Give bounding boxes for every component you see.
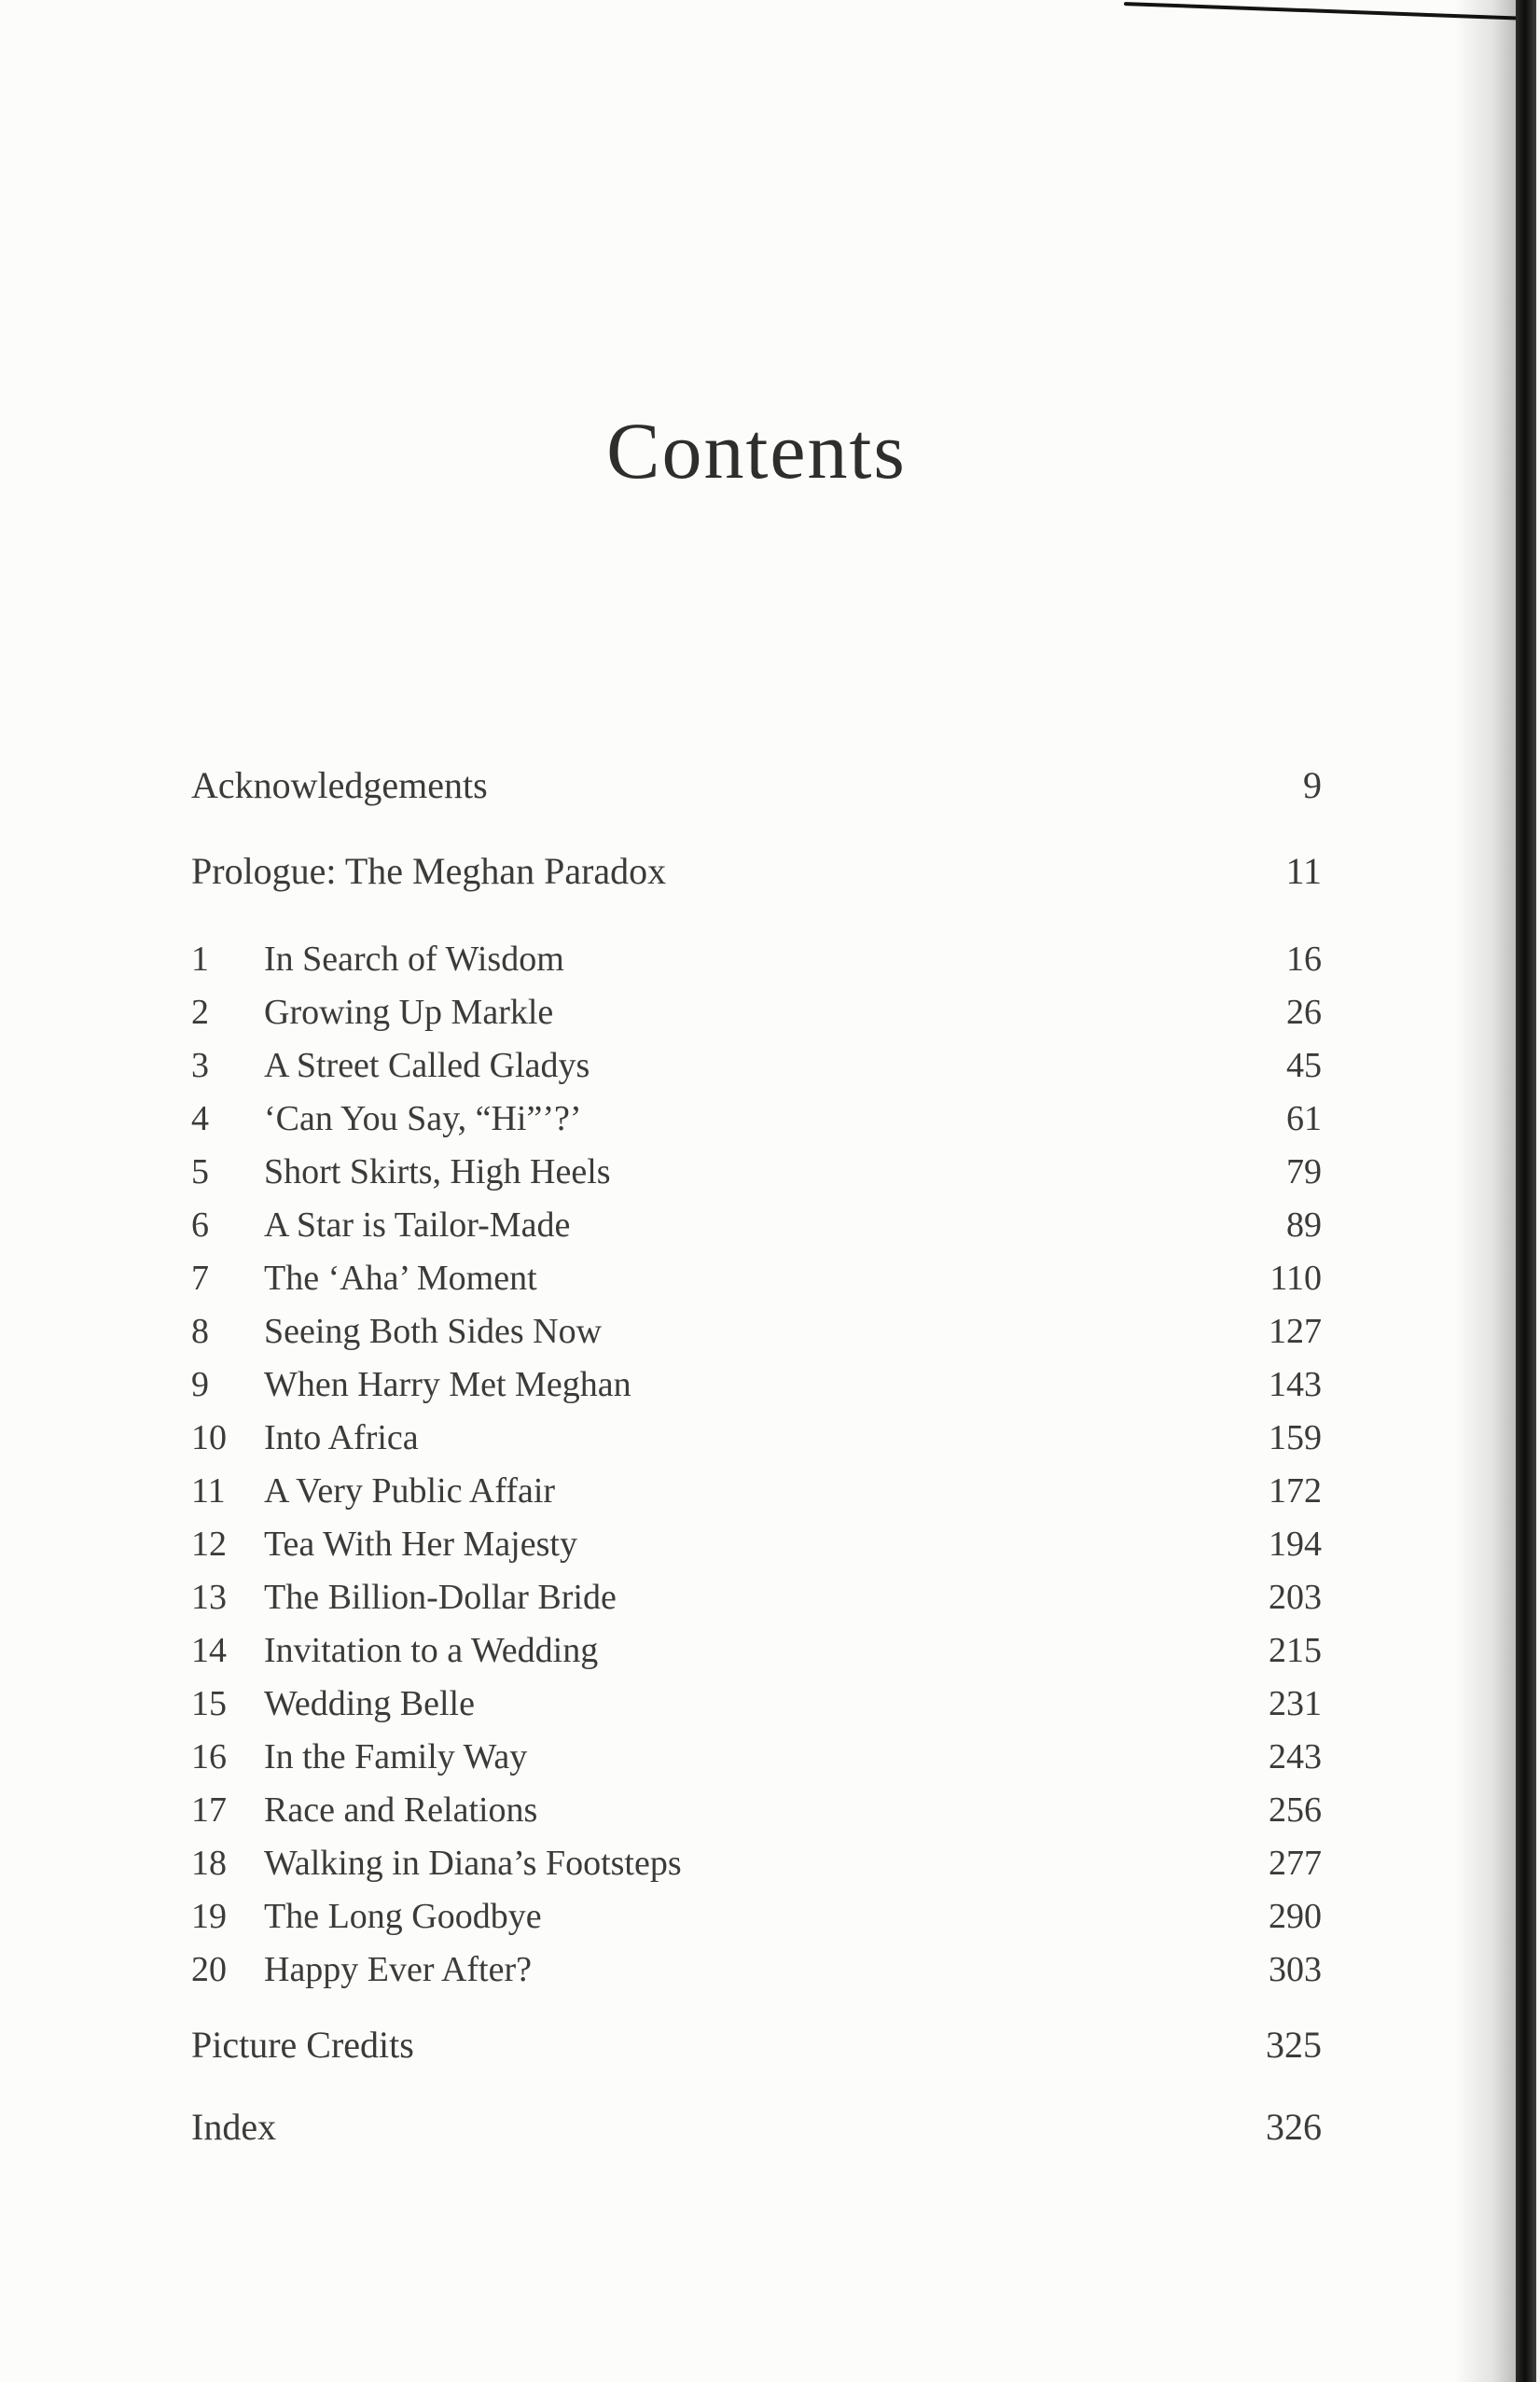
toc-entry-picture-credits [191, 2021, 1322, 2103]
entry-title: A Very Public Affair [264, 1471, 556, 1511]
entry-page: 127 [1269, 1312, 1322, 1351]
entry-page: 194 [1269, 1525, 1322, 1564]
entry-page: 303 [1269, 1950, 1322, 1989]
toc-chapter-row [191, 1624, 1322, 1678]
page-edge-band [1516, 0, 1536, 2382]
toc-entry-prologue [191, 847, 1322, 933]
chapter-number: 18 [191, 1844, 227, 1883]
chapter-number: 11 [191, 1471, 226, 1511]
entry-title: Into Africa [264, 1418, 419, 1457]
contents-title: Contents [606, 406, 907, 495]
chapter-list [191, 933, 1322, 1997]
toc-chapter-row [191, 1305, 1322, 1358]
chapter-number: 5 [191, 1152, 209, 1191]
entry-title: Prologue: The Meghan Paradox [191, 850, 667, 892]
chapter-number: 6 [191, 1205, 209, 1245]
chapter-number: 9 [191, 1365, 209, 1404]
chapter-number: 10 [191, 1418, 227, 1457]
toc-chapter-row [191, 1358, 1322, 1412]
entry-title: Index [191, 2106, 277, 2148]
page-edge-sliver [1536, 0, 1540, 2382]
entry-page: 203 [1269, 1578, 1322, 1617]
entry-page: 215 [1269, 1631, 1322, 1670]
toc-chapter-row [191, 1146, 1322, 1199]
entry-title: Wedding Belle [264, 1684, 475, 1723]
entry-title: Picture Credits [191, 2024, 414, 2066]
entry-title: A Street Called Gladys [264, 1046, 590, 1085]
toc-chapter-row [191, 986, 1322, 1039]
entry-page: 89 [1286, 1205, 1322, 1245]
entry-title: Short Skirts, High Heels [264, 1152, 611, 1191]
chapter-number: 8 [191, 1312, 209, 1351]
entry-title: When Harry Met Meghan [264, 1365, 631, 1404]
toc-chapter-row [191, 1039, 1322, 1093]
toc-chapter-row [191, 1784, 1322, 1837]
toc-chapter-row [191, 1412, 1322, 1465]
toc-chapter-row [191, 1943, 1322, 1997]
chapter-number: 20 [191, 1950, 227, 1989]
chapter-number: 13 [191, 1578, 227, 1617]
entry-page: 159 [1269, 1418, 1322, 1457]
entry-page: 45 [1286, 1046, 1322, 1085]
entry-title: Happy Ever After? [264, 1950, 532, 1989]
toc-entry-index [191, 2103, 1322, 2185]
toc-chapter-row [191, 1837, 1322, 1890]
entry-page: 79 [1286, 1152, 1322, 1191]
chapter-number: 12 [191, 1525, 227, 1564]
entry-page: 110 [1269, 1259, 1322, 1298]
entry-page: 231 [1269, 1684, 1322, 1723]
toc-chapter-row [191, 1093, 1322, 1146]
chapter-number: 3 [191, 1046, 209, 1085]
toc-chapter-row [191, 1571, 1322, 1624]
chapter-number: 15 [191, 1684, 227, 1723]
toc-chapter-row [191, 1199, 1322, 1252]
front-matter [191, 761, 1322, 933]
chapter-number: 1 [191, 940, 209, 979]
entry-title: Walking in Diana’s Footsteps [264, 1844, 682, 1883]
entry-title: The ‘Aha’ Moment [264, 1259, 537, 1298]
entry-title: Tea With Her Majesty [264, 1525, 577, 1564]
entry-title: Acknowledgements [191, 764, 488, 806]
chapter-number: 14 [191, 1631, 227, 1670]
chapter-number: 17 [191, 1790, 227, 1830]
toc-entry-acknowledgements [191, 761, 1322, 847]
entry-title: Growing Up Markle [264, 993, 554, 1032]
chapter-number: 19 [191, 1897, 227, 1936]
chapter-number: 4 [191, 1099, 209, 1138]
toc-chapter-row [191, 933, 1322, 986]
contents-block [191, 406, 1322, 2185]
entry-page: 277 [1269, 1844, 1322, 1883]
entry-title: ‘Can You Say, “Hi”’?’ [264, 1099, 582, 1138]
entry-title: The Billion-Dollar Bride [264, 1578, 617, 1617]
toc-chapter-row [191, 1731, 1322, 1784]
entry-page: 143 [1269, 1365, 1322, 1404]
entry-title: Seeing Both Sides Now [264, 1312, 603, 1351]
entry-title: Invitation to a Wedding [264, 1631, 599, 1670]
toc-chapter-row [191, 1518, 1322, 1571]
chapter-number: 16 [191, 1737, 227, 1776]
page-edge-shadow [1454, 0, 1519, 2382]
toc-chapter-row [191, 1890, 1322, 1943]
chapter-number: 2 [191, 993, 209, 1032]
entry-title: The Long Goodbye [264, 1897, 542, 1936]
entry-page: 325 [1266, 2024, 1322, 2066]
entry-page: 172 [1269, 1471, 1322, 1511]
toc-chapter-row [191, 1465, 1322, 1518]
toc-chapter-row [191, 1252, 1322, 1305]
entry-title: In Search of Wisdom [264, 940, 564, 979]
entry-page: 61 [1286, 1099, 1322, 1138]
entry-title: A Star is Tailor-Made [264, 1205, 571, 1245]
entry-page: 11 [1285, 850, 1322, 892]
entry-page: 243 [1269, 1737, 1322, 1776]
entry-page: 26 [1286, 993, 1322, 1032]
entry-title: In the Family Way [264, 1737, 528, 1776]
toc-chapter-row [191, 1678, 1322, 1731]
entry-title: Race and Relations [264, 1790, 538, 1830]
back-matter [191, 2021, 1322, 2185]
entry-page: 16 [1286, 940, 1322, 979]
entry-page: 326 [1266, 2106, 1322, 2148]
entry-page: 9 [1303, 764, 1322, 806]
chapter-number: 7 [191, 1259, 209, 1298]
entry-page: 290 [1269, 1897, 1322, 1936]
entry-page: 256 [1269, 1790, 1322, 1830]
